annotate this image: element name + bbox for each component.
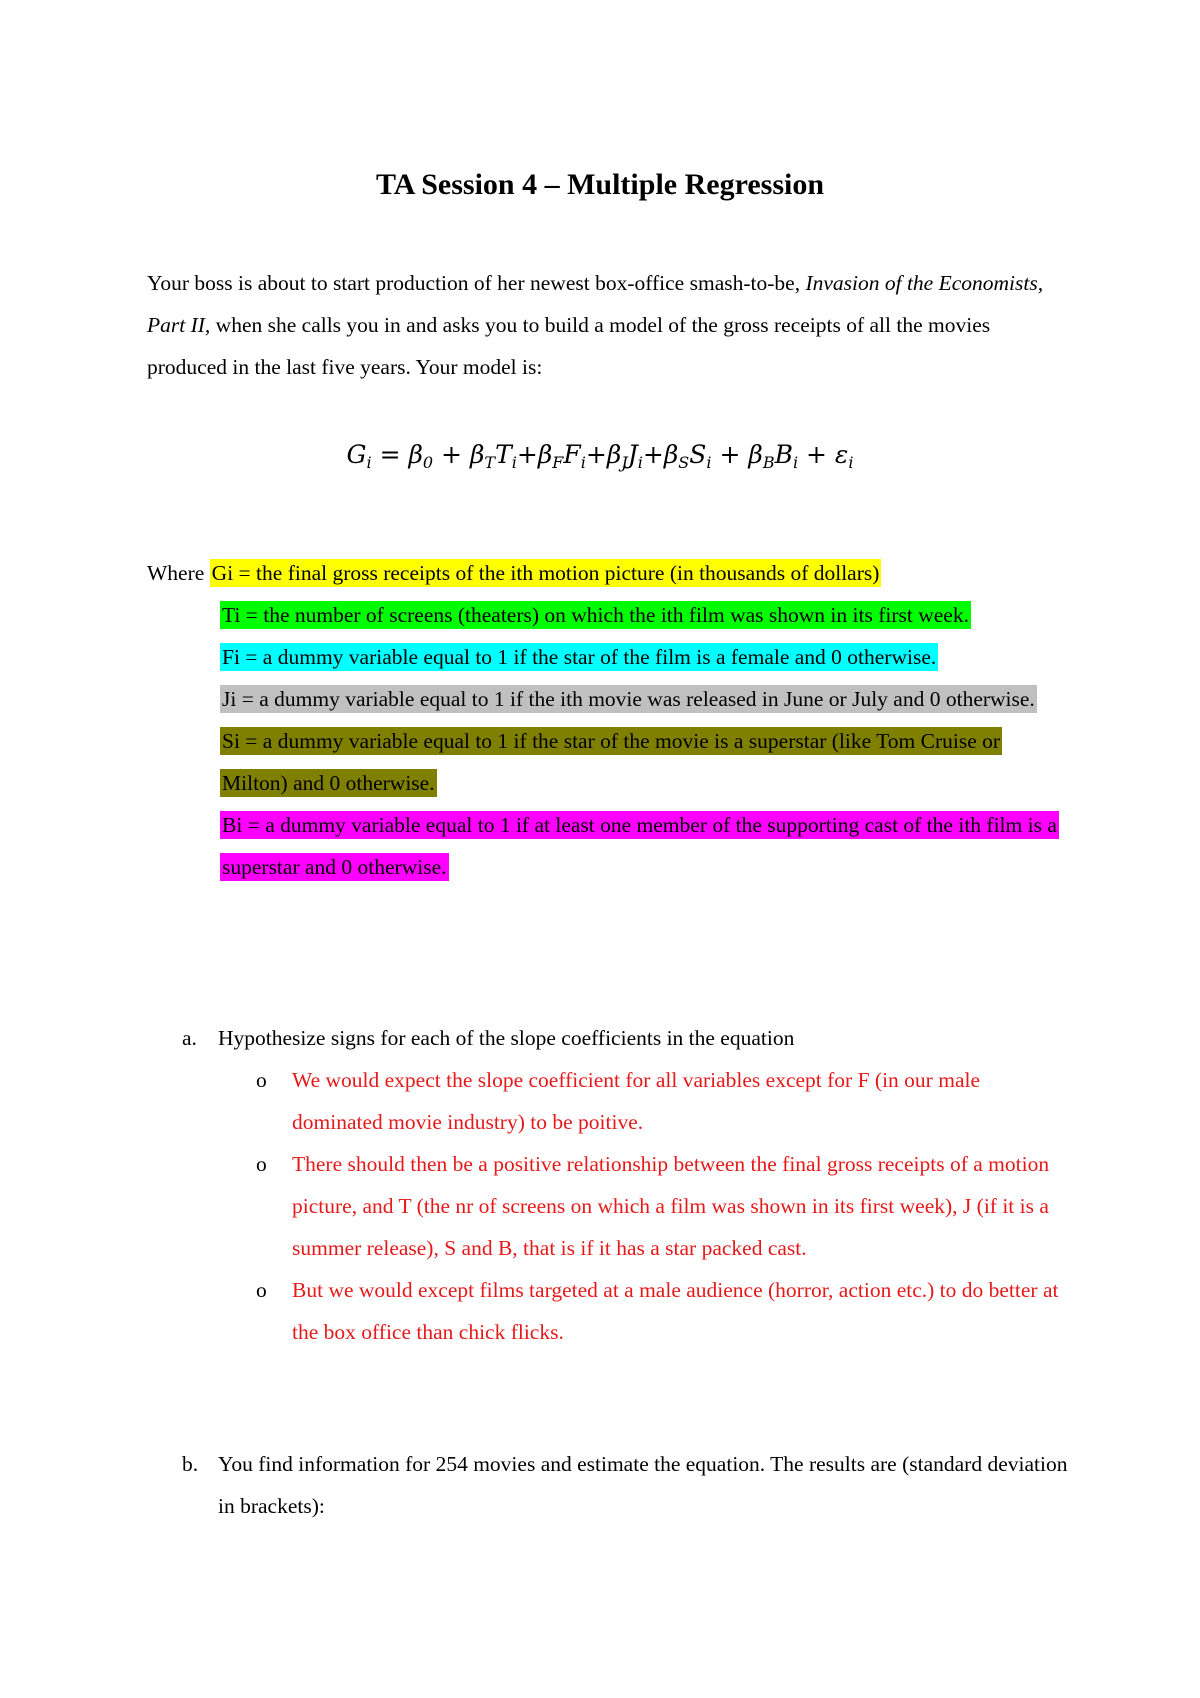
intro-text-2: when she calls you in and asks you to build a model of the gross receipts of all the movies produced in the last five years. Your model is: [147,313,991,379]
definition-j: Ji = a dummy variable equal to 1 if the ith movie was released in June or July and 0 otherwise. [222,687,1035,711]
where-label: Where [147,561,210,585]
question-a-text: Hypothesize signs for each of the slope coefficients in the equation [218,1026,795,1050]
answer-bullet [256,1059,1072,1143]
intro-text-1: Your boss is about to start production of her newest box-office smash-to-be, [147,271,806,295]
bullet-marker-icon: o [256,1278,267,1302]
definition-b: Bi = a dummy variable equal to 1 if at least one member of the supporting cast of the ith film is a superstar and 0 otherwise. [222,813,1057,879]
answer-text: But we would except films targeted at a male audience (horror, action etc.) to do better at the box office than chick flicks. [292,1278,1059,1344]
definition-g: Gi = the final gross receipts of the ith motion picture (in thousands of dollars) [211,561,880,585]
definition-s: Si = a dummy variable equal to 1 if the star of the movie is a superstar (like Tom Cruise or Milton) and 0 otherwise. [222,729,1001,795]
page-title: TA Session 4 – Multiple Regression [375,168,825,201]
question-b-text: You find information for 254 movies and estimate the equation. The results are (standard deviation in brackets): [218,1452,1068,1518]
question-a [182,1017,1072,1353]
answer-text: We would expect the slope coefficient for all variables except for F (in our male dominated movie industry) to be poitive. [292,1068,980,1134]
answer-bullet [256,1143,1072,1269]
where-line [147,552,1067,594]
question-b [182,1443,1072,1527]
answer-text: There should then be a positive relationship between the final gross receipts of a motion picture, and T (the nr of screens on which a film was shown in its first week), J (if it is a summer release), S and B, that is if it has a star packed cast. [292,1152,1050,1260]
definitions-list [220,594,1070,888]
regression-equation: $G_i = \beta_0 + \beta_TT_i+\beta_FF_i+\beta_JJ_i+\beta_SS_i + \beta_BB_i + \varepsilon_i$ [346,440,854,472]
definition-s-row [220,720,1070,804]
question-a-line [182,1017,1072,1059]
answer-bullet [256,1269,1072,1353]
question-b-line [182,1443,1072,1527]
definition-f-row [220,636,1070,678]
question-b-label: b. [182,1452,199,1476]
intro-paragraph [147,262,1067,388]
definition-t: Ti = the number of screens (theaters) on which the ith film was shown in its first week. [222,603,969,627]
bullet-marker-icon: o [256,1068,267,1092]
answer-bullets [256,1059,1072,1353]
question-a-label: a. [182,1026,197,1050]
definition-t-row [220,594,1070,636]
definition-f: Fi = a dummy variable equal to 1 if the star of the film is a female and 0 otherwise. [222,645,937,669]
bullet-marker-icon: o [256,1152,267,1176]
definition-b-row [220,804,1070,888]
movie-title: Invasion of the Economists, Part II, [147,271,1044,337]
definition-j-row [220,678,1070,720]
